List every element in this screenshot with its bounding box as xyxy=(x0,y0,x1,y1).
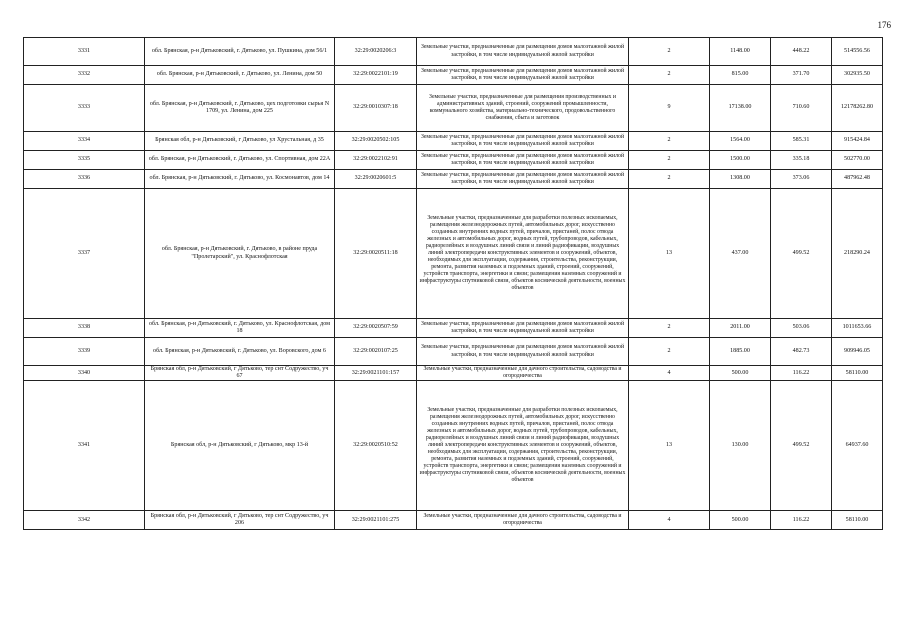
address-cell: обл. Брянская, р-н Дятьковский, г. Дятьково, ул. Пушкина, дом 56/1 xyxy=(145,38,335,66)
cadastral-number-cell: 32:29:0020507:59 xyxy=(335,319,417,338)
land-purpose-cell: Земельные участки, предназначенные для размещения производственных и административных зданий, строений, сооружений промышленности, коммунального хозяйства, материально-технического, продовольственного снабжения, сбыта и заготовок xyxy=(417,85,629,132)
row-number-cell: 3333 xyxy=(24,85,145,132)
group-code-cell: 2 xyxy=(629,170,710,189)
cadastral-value-cell: 302935.50 xyxy=(832,66,883,85)
table-row xyxy=(24,511,883,530)
group-code-cell: 13 xyxy=(629,381,710,511)
table-row xyxy=(24,132,883,151)
group-code-cell: 2 xyxy=(629,66,710,85)
area-cell: 500.00 xyxy=(710,511,771,530)
land-registry-table xyxy=(23,37,883,530)
specific-value-cell: 448.22 xyxy=(771,38,832,66)
area-cell: 437.00 xyxy=(710,189,771,319)
address-cell: Брянская обл, р-н Дятьковский, г Дятьково, ул Хрустальная, д 35 xyxy=(145,132,335,151)
cadastral-number-cell: 32:29:0020107:25 xyxy=(335,338,417,366)
address-cell: обл. Брянская, р-н Дятьковский, г. Дятьково, в районе пруда "Пролетарский", ул. Краснофлотская xyxy=(145,189,335,319)
address-cell: обл. Брянская, р-н Дятьковский, г. Дятьково, ул. Ленина, дом 50 xyxy=(145,66,335,85)
address-cell: обл. Брянская, р-н Дятьковский, г. Дятьково, ул. Космонавтов, дом 14 xyxy=(145,170,335,189)
land-purpose-cell: Земельные участки, предназначенные для размещения домов малоэтажной жилой застройки, в том числе индивидуальной жилой застройки xyxy=(417,151,629,170)
cadastral-value-cell: 12178262.80 xyxy=(832,85,883,132)
area-cell: 500.00 xyxy=(710,366,771,381)
area-cell: 1308.00 xyxy=(710,170,771,189)
table-row xyxy=(24,66,883,85)
row-number-cell: 3341 xyxy=(24,381,145,511)
land-purpose-cell: Земельные участки, предназначенные для размещения домов малоэтажной жилой застройки, в том числе индивидуальной жилой застройки xyxy=(417,132,629,151)
cadastral-number-cell: 32:29:0020510:52 xyxy=(335,381,417,511)
group-code-cell: 2 xyxy=(629,38,710,66)
area-cell: 815.00 xyxy=(710,66,771,85)
area-cell: 1564.00 xyxy=(710,132,771,151)
specific-value-cell: 499.52 xyxy=(771,381,832,511)
land-purpose-cell: Земельные участки, предназначенные для размещения домов малоэтажной жилой застройки, в том числе индивидуальной жилой застройки xyxy=(417,319,629,338)
table-row xyxy=(24,381,883,511)
cadastral-number-cell: 32:29:0020502:105 xyxy=(335,132,417,151)
table-row xyxy=(24,151,883,170)
address-cell: Брянская обл, р-н Дятьковский, г Дятьково, тер снт Содружество, уч 206 xyxy=(145,511,335,530)
address-cell: Брянская обл, р-н Дятьковский, г Дятьково, мкр 13-й xyxy=(145,381,335,511)
group-code-cell: 4 xyxy=(629,366,710,381)
specific-value-cell: 585.31 xyxy=(771,132,832,151)
table-body xyxy=(24,38,883,530)
group-code-cell: 9 xyxy=(629,85,710,132)
land-purpose-cell: Земельные участки, предназначенные для размещения домов малоэтажной жилой застройки, в том числе индивидуальной жилой застройки xyxy=(417,338,629,366)
specific-value-cell: 482.73 xyxy=(771,338,832,366)
land-purpose-cell: Земельные участки, предназначенные для разработки полезных ископаемых, размещения железнодорожных путей, автомобильных дорог, искусственно созданных внутренних водных путей, причалов, пристаней, полос отвода железных и автомобильных дорог, водных путей, трубопроводов, кабельных, радиорелейных и воздушных линий связи и линий радиофикации, воздушных линий электропередачи конструктивных элементов и сооружений, объектов, необходимых для эксплуатации, содержания, строительства, реконструкции, ремонта, развития наземных и подземных зданий, строений, сооружений, устройств транспорта, энергетики и связи; размещения наземных сооружений и инфраструктуры спутниковой связи, объектов космической деятельности, военных объектов xyxy=(417,381,629,511)
group-code-cell: 13 xyxy=(629,189,710,319)
specific-value-cell: 373.06 xyxy=(771,170,832,189)
group-code-cell: 2 xyxy=(629,132,710,151)
cadastral-value-cell: 58110.00 xyxy=(832,511,883,530)
specific-value-cell: 116.22 xyxy=(771,511,832,530)
cadastral-value-cell: 487962.48 xyxy=(832,170,883,189)
area-cell: 1148.00 xyxy=(710,38,771,66)
area-cell: 2011.00 xyxy=(710,319,771,338)
table-row xyxy=(24,170,883,189)
cadastral-number-cell: 32:29:0020601:5 xyxy=(335,170,417,189)
land-purpose-cell: Земельные участки, предназначенные для разработки полезных ископаемых, размещения железнодорожных путей, автомобильных дорог, искусственно созданных внутренних водных путей, причалов, пристаней, полос отвода железных и автомобильных дорог, водных путей, трубопроводов, кабельных, радиорелейных и воздушных линий связи и линий радиофикации, воздушных линий электропередачи конструктивных элементов и сооружений, объектов, необходимых для эксплуатации, содержания, строительства, реконструкции, ремонта, развития наземных и подземных зданий, строений, сооружений, устройств транспорта, энергетики и связи; размещения наземных сооружений и инфраструктуры спутниковой связи, объектов космической деятельности, военных объектов xyxy=(417,189,629,319)
group-code-cell: 4 xyxy=(629,511,710,530)
land-purpose-cell: Земельные участки, предназначенные для размещения домов малоэтажной жилой застройки, в том числе индивидуальной жилой застройки xyxy=(417,170,629,189)
specific-value-cell: 499.52 xyxy=(771,189,832,319)
area-cell: 1500.00 xyxy=(710,151,771,170)
specific-value-cell: 116.22 xyxy=(771,366,832,381)
table-row xyxy=(24,38,883,66)
row-number-cell: 3340 xyxy=(24,366,145,381)
address-cell: обл. Брянская, р-н Дятьковский, г. Дятьково, ул. Краснофлотская, дом 18 xyxy=(145,319,335,338)
cadastral-value-cell: 1011653.66 xyxy=(832,319,883,338)
cadastral-value-cell: 64937.60 xyxy=(832,381,883,511)
specific-value-cell: 503.06 xyxy=(771,319,832,338)
address-cell: Брянская обл, р-н Дятьковский, г Дятьково, тер снт Содружество, уч 67 xyxy=(145,366,335,381)
land-purpose-cell: Земельные участки, предназначенные для дачного строительства, садоводства и огородничества xyxy=(417,366,629,381)
cadastral-number-cell: 32:29:0010307:18 xyxy=(335,85,417,132)
row-number-cell: 3334 xyxy=(24,132,145,151)
group-code-cell: 2 xyxy=(629,338,710,366)
table-row xyxy=(24,85,883,132)
land-purpose-cell: Земельные участки, предназначенные для размещения домов малоэтажной жилой застройки, в том числе индивидуальной жилой застройки xyxy=(417,66,629,85)
row-number-cell: 3335 xyxy=(24,151,145,170)
table-row xyxy=(24,366,883,381)
cadastral-value-cell: 514556.56 xyxy=(832,38,883,66)
group-code-cell: 2 xyxy=(629,319,710,338)
land-purpose-cell: Земельные участки, предназначенные для размещения домов малоэтажной жилой застройки, в том числе индивидуальной жилой застройки xyxy=(417,38,629,66)
address-cell: обл. Брянская, р-н Дятьковский, г. Дятьково, цех подготовки сырья N 1709, ул. Ленина, дом 225 xyxy=(145,85,335,132)
address-cell: обл. Брянская, р-н Дятьковский, г. Дятьково, ул. Воровского, дом 6 xyxy=(145,338,335,366)
row-number-cell: 3342 xyxy=(24,511,145,530)
table-row xyxy=(24,189,883,319)
cadastral-number-cell: 32:29:0022102:91 xyxy=(335,151,417,170)
cadastral-value-cell: 218290.24 xyxy=(832,189,883,319)
area-cell: 130.00 xyxy=(710,381,771,511)
address-cell: обл. Брянская, р-н Дятьковский, г. Дятьково, ул. Спортивная, дом 22А xyxy=(145,151,335,170)
cadastral-number-cell: 32:29:0022101:19 xyxy=(335,66,417,85)
cadastral-value-cell: 58110.00 xyxy=(832,366,883,381)
row-number-cell: 3336 xyxy=(24,170,145,189)
area-cell: 1885.00 xyxy=(710,338,771,366)
specific-value-cell: 710.60 xyxy=(771,85,832,132)
table-row xyxy=(24,338,883,366)
cadastral-number-cell: 32:29:0021101:157 xyxy=(335,366,417,381)
area-cell: 17138.00 xyxy=(710,85,771,132)
cadastral-value-cell: 909946.05 xyxy=(832,338,883,366)
cadastral-value-cell: 915424.84 xyxy=(832,132,883,151)
specific-value-cell: 335.18 xyxy=(771,151,832,170)
row-number-cell: 3338 xyxy=(24,319,145,338)
cadastral-number-cell: 32:29:0020511:18 xyxy=(335,189,417,319)
row-number-cell: 3332 xyxy=(24,66,145,85)
cadastral-number-cell: 32:29:0020206:3 xyxy=(335,38,417,66)
specific-value-cell: 371.70 xyxy=(771,66,832,85)
row-number-cell: 3337 xyxy=(24,189,145,319)
table-row xyxy=(24,319,883,338)
land-purpose-cell: Земельные участки, предназначенные для дачного строительства, садоводства и огородничества xyxy=(417,511,629,530)
row-number-cell: 3339 xyxy=(24,338,145,366)
page-number: 176 xyxy=(877,20,891,30)
group-code-cell: 2 xyxy=(629,151,710,170)
cadastral-number-cell: 32:29:0021101:275 xyxy=(335,511,417,530)
row-number-cell: 3331 xyxy=(24,38,145,66)
cadastral-value-cell: 502770.00 xyxy=(832,151,883,170)
